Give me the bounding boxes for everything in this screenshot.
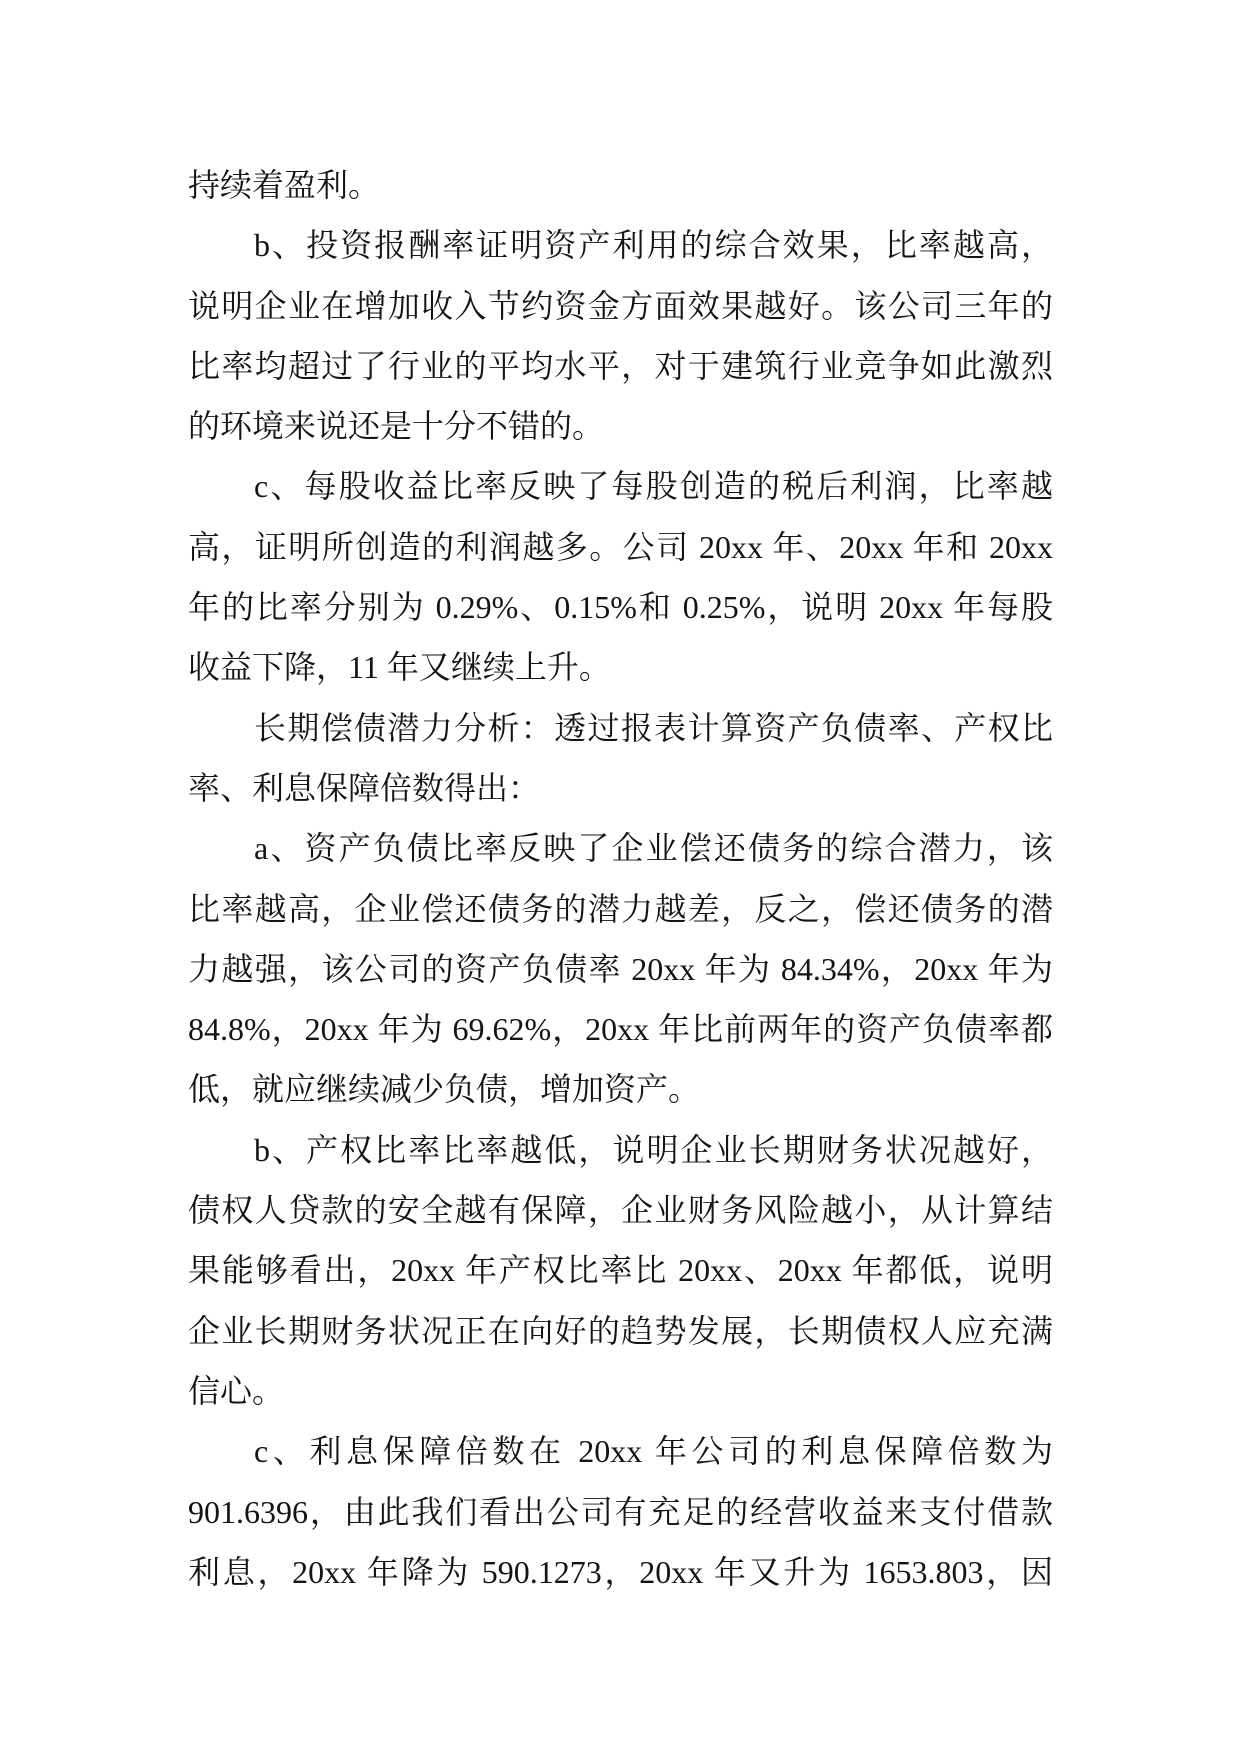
text-line: 低，就应继续减少负债，增加资产。 xyxy=(188,1071,701,1108)
text-line: 企业长期财务状况正在向好的趋势发展，长期债权人应充满 xyxy=(188,1312,1053,1349)
paragraph-long-term-solvency xyxy=(188,698,1053,819)
text-line: 长期偿债潜力分析：透过报表计算资产负债率、产权比 xyxy=(254,709,1053,746)
paragraph-debt-ratio xyxy=(188,818,1053,1119)
paragraph-equity-ratio xyxy=(188,1120,1053,1421)
text-line: 比率均超过了行业的平均水平，对于建筑行业竞争如此激烈 xyxy=(188,347,1053,384)
text-line: 901.6396，由此我们看出公司有充足的经营收益来支付借款 xyxy=(188,1493,1053,1530)
text-line: c、利息保障倍数在 20xx 年公司的利息保障倍数为 xyxy=(254,1433,1053,1470)
paragraph-return-on-investment xyxy=(188,215,1053,456)
text-line: 高，证明所创造的利润越多。公司 20xx 年、20xx 年和 20xx xyxy=(188,528,1053,565)
text-line: 利息，20xx 年降为 590.1273，20xx 年又升为 1653.803，因 xyxy=(188,1553,1053,1590)
text-line: 说明企业在增加收入节约资金方面效果越好。该公司三年的 xyxy=(188,287,1053,324)
paragraph-interest-coverage xyxy=(188,1421,1053,1602)
document-body xyxy=(188,155,1053,1602)
text-line: 的环境来说还是十分不错的。 xyxy=(188,408,605,445)
text-line: b、投资报酬率证明资产利用的综合效果，比率越高， xyxy=(254,227,1053,264)
text-line: 年的比率分别为 0.29%、0.15%和 0.25%，说明 20xx 年每股 xyxy=(188,589,1053,626)
text-line: a、资产负债比率反映了企业偿还债务的综合潜力，该 xyxy=(254,830,1053,867)
text-line: 收益下降，11 年又继续上升。 xyxy=(188,649,611,686)
paragraph-profit-continuation xyxy=(188,155,1053,215)
text-line: 信心。 xyxy=(188,1372,285,1409)
text-line: 比率越高，企业偿还债务的潜力越差，反之，偿还债务的潜 xyxy=(188,890,1053,927)
text-line: 率、利息保障倍数得出： xyxy=(188,769,541,806)
text-line: 果能够看出，20xx 年产权比率比 20xx、20xx 年都低，说明 xyxy=(188,1252,1053,1289)
text-line: 债权人贷款的安全越有保障，企业财务风险越小，从计算结 xyxy=(188,1192,1053,1229)
text-line: b、产权比率比率越低，说明企业长期财务状况越好， xyxy=(254,1131,1053,1168)
text-line: 力越强，该公司的资产负债率 20xx 年为 84.34%，20xx 年为 xyxy=(188,950,1053,987)
text-line: 持续着盈利。 xyxy=(188,167,381,203)
text-line: 84.8%，20xx 年为 69.62%，20xx 年比前两年的资产负债率都 xyxy=(188,1011,1053,1048)
text-line: c、每股收益比率反映了每股创造的税后利润，比率越 xyxy=(254,468,1053,505)
paragraph-earnings-per-share xyxy=(188,456,1053,697)
